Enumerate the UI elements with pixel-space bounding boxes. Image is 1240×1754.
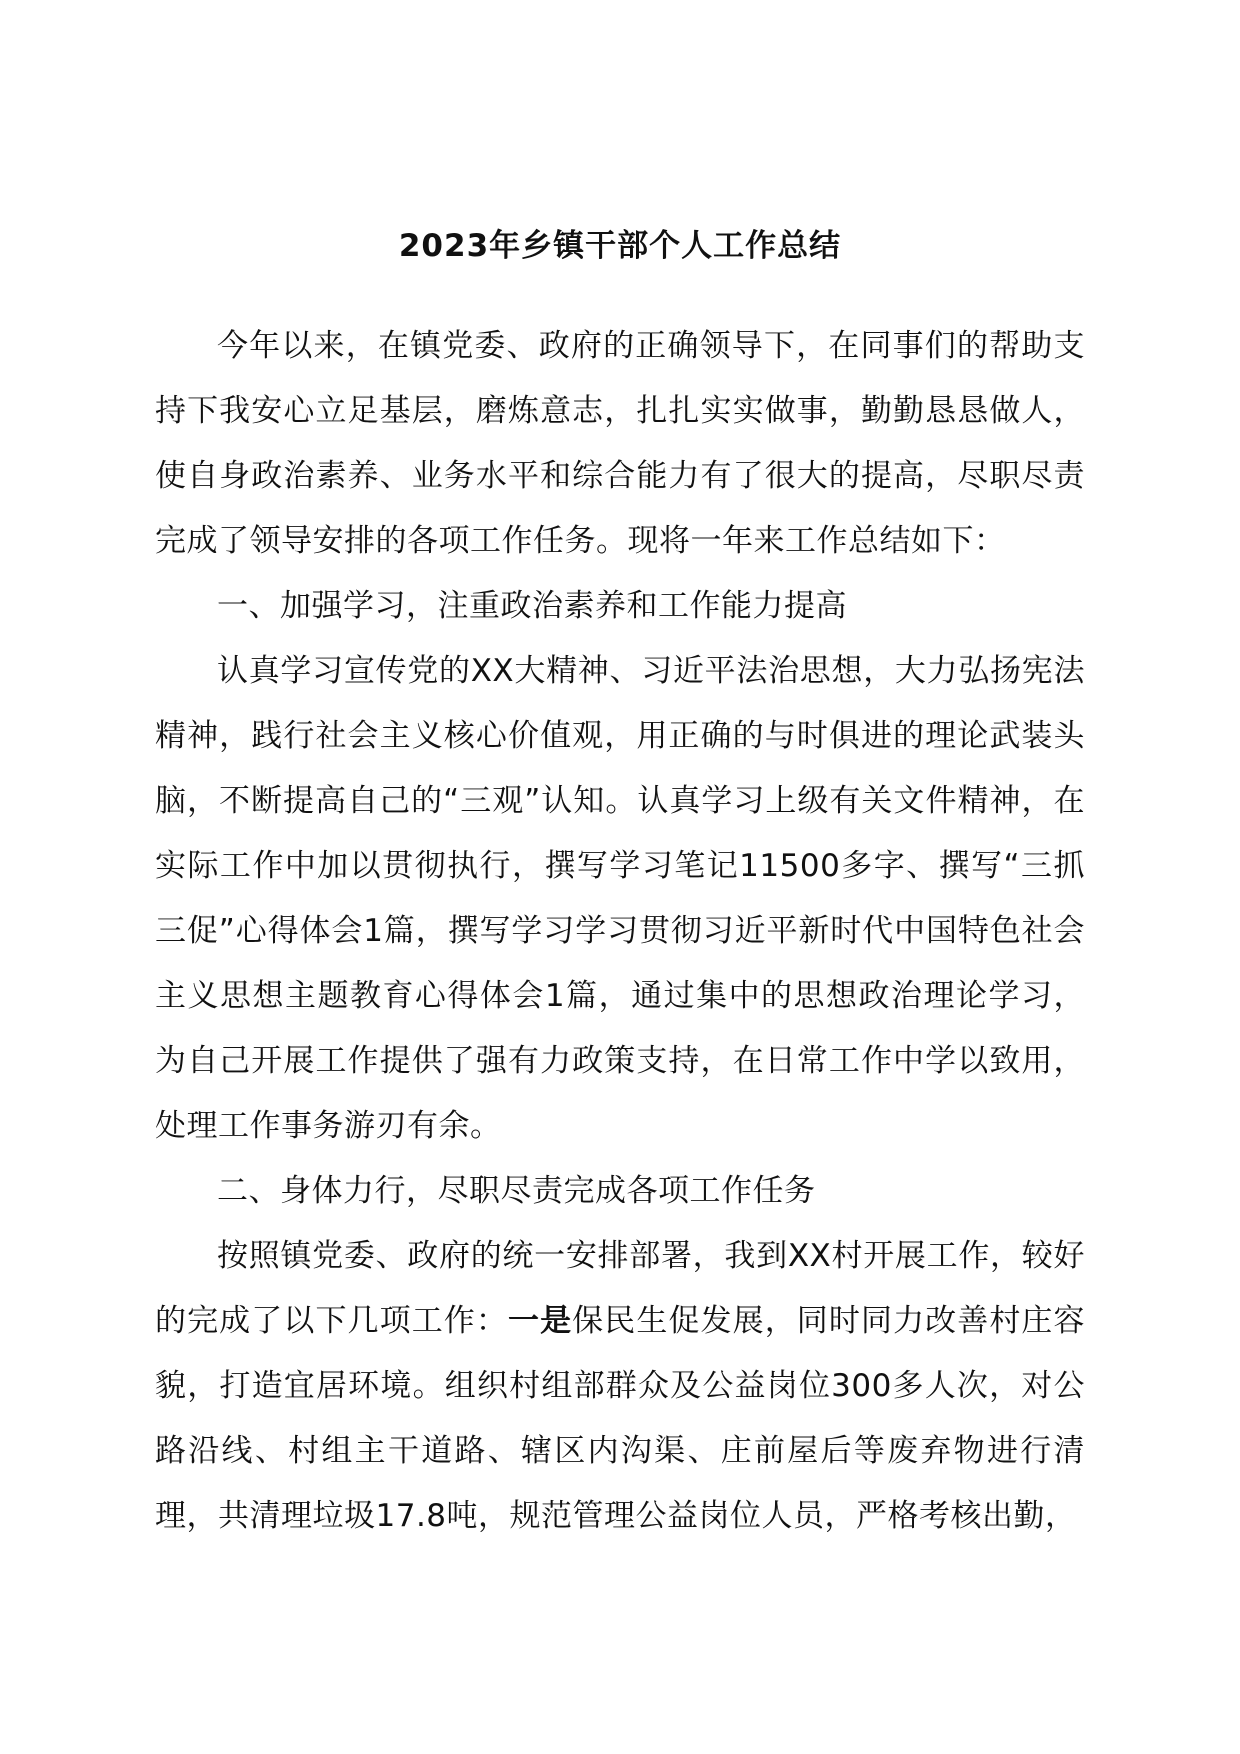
- section-2-text-part-2: 保民生促发展，同时同力改善村庄容貌，打造宜居环境。组织村组部群众及公益岗位300多人次，对公路沿线、村组主干道路、辖区内沟渠、庄前屋后等废弃物进行清理，共清理垃圾17.8吨，规范管理公益岗位人员，严格考核出勤，: [155, 1303, 1086, 1534]
- document-body: [155, 314, 1085, 1549]
- section-2-heading: 二、身体力行，尽职尽责完成各项工作任务: [217, 1173, 816, 1209]
- intro-paragraph: 今年以来，在镇党委、政府的正确领导下，在同事们的帮助支持下我安心立足基层，磨炼意志，扎扎实实做事，勤勤恳恳做人，使自身政治素养、业务水平和综合能力有了很大的提高，尽职尽责完成了领导安排的各项工作任务。现将一年来工作总结如下：: [155, 328, 1085, 559]
- document-title: 2023年乡镇干部个人工作总结: [398, 228, 842, 264]
- section-2-text-part-1: 按照镇党委、政府的统一安排部署，我到XX村开展工作，较好的完成了以下几项工作：: [155, 1238, 1085, 1339]
- section-2-bold-marker: 一是: [507, 1303, 573, 1339]
- section-1-heading: 一、加强学习，注重政治素养和工作能力提高: [217, 588, 847, 624]
- section-2-paragraph: [155, 1224, 1085, 1549]
- section-1-paragraph: 认真学习宣传党的XX大精神、习近平法治思想，大力弘扬宪法精神，践行社会主义核心价值观，用正确的与时俱进的理论武装头脑，不断提高自己的“三观”认知。认真学习上级有关文件精神，在实际工作中加以贯彻执行，撰写学习笔记11500多字、撰写“三抓三促”心得体会1篇，撰写学习学习贯彻习近平新时代中国特色社会主义思想主题教育心得体会1篇，通过集中的思想政治理论学习，为自己开展工作提供了强有力政策支持，在日常工作中学以致用，处理工作事务游刃有余。: [155, 653, 1085, 1144]
